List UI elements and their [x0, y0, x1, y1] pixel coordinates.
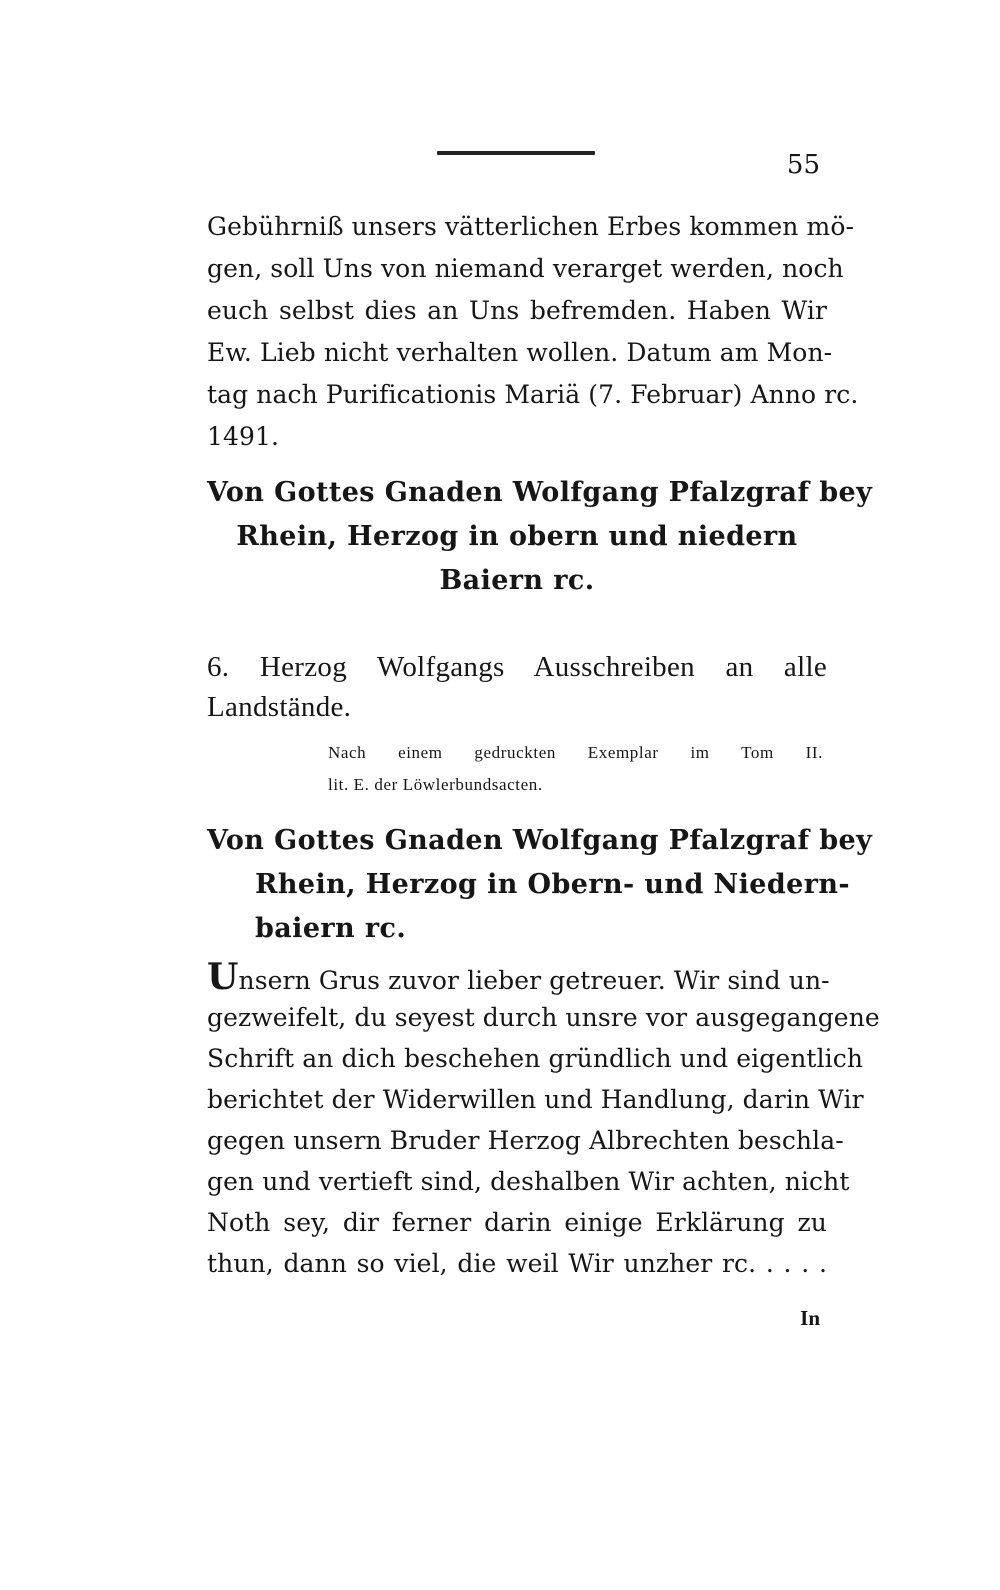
text-line-first	[207, 956, 830, 998]
catchword: In	[800, 1306, 820, 1330]
text-line: tag nach Purificationis Mariä (7. Februar) Anno rc.	[207, 380, 859, 409]
text-line: gegen unsern Bruder Herzog Albrechten beschla-	[207, 1126, 844, 1155]
header-rule	[437, 151, 595, 155]
text-line: thun, dann so viel, die weil Wir unzher rc. . . . .	[207, 1249, 827, 1278]
text-line: Schrift an dich beschehen gründlich und eigentlich	[207, 1044, 864, 1073]
text-line: gen und vertieft sind, deshalben Wir achten, nicht	[207, 1167, 850, 1196]
signature-line: Von Gottes Gnaden Wolfgang Pfalzgraf bey	[207, 477, 873, 508]
heading-line: Von Gottes Gnaden Wolfgang Pfalzgraf bey	[207, 825, 873, 856]
text-line: Ew. Lieb nicht verhalten wollen. Datum am Mon-	[207, 338, 833, 367]
source-note-line: lit. E. der Löwlerbundsacten.	[328, 775, 543, 794]
text-line: Noth sey, dir ferner darin einige Erklärung zu	[207, 1208, 827, 1237]
heading-line: baiern rc.	[255, 913, 407, 944]
text-line: gen, soll Uns von niemand verarget werden, noch	[207, 254, 844, 283]
text-line: gezweifelt, du seyest durch unsre vor ausgegangene	[207, 1003, 880, 1032]
text-line: euch selbst dies an Uns befremden. Haben Wir	[207, 296, 827, 325]
text-line: Gebührniß unsers vätterlichen Erbes kommen mö-	[207, 212, 855, 241]
signature-line: Rhein, Herzog in obern und niedern	[236, 521, 798, 552]
page-number: 55	[786, 150, 820, 180]
drop-cap: U	[207, 956, 239, 998]
source-note-line: Nach einem gedruckten Exemplar im Tom II.	[328, 743, 823, 762]
text-line: 1491.	[207, 422, 280, 451]
section-title-line: 6. Herzog Wolfgangs Ausschreiben an alle	[207, 651, 827, 683]
signature-line: Baiern rc.	[439, 565, 595, 596]
section-title-line: Landstände.	[207, 691, 352, 723]
heading-line: Rhein, Herzog in Obern- und Niedern-	[255, 869, 850, 900]
text-line: berichtet der Widerwillen und Handlung, darin Wir	[207, 1085, 864, 1114]
first-line-text: nsern Grus zuvor lieber getreuer. Wir sind un-	[238, 966, 830, 995]
